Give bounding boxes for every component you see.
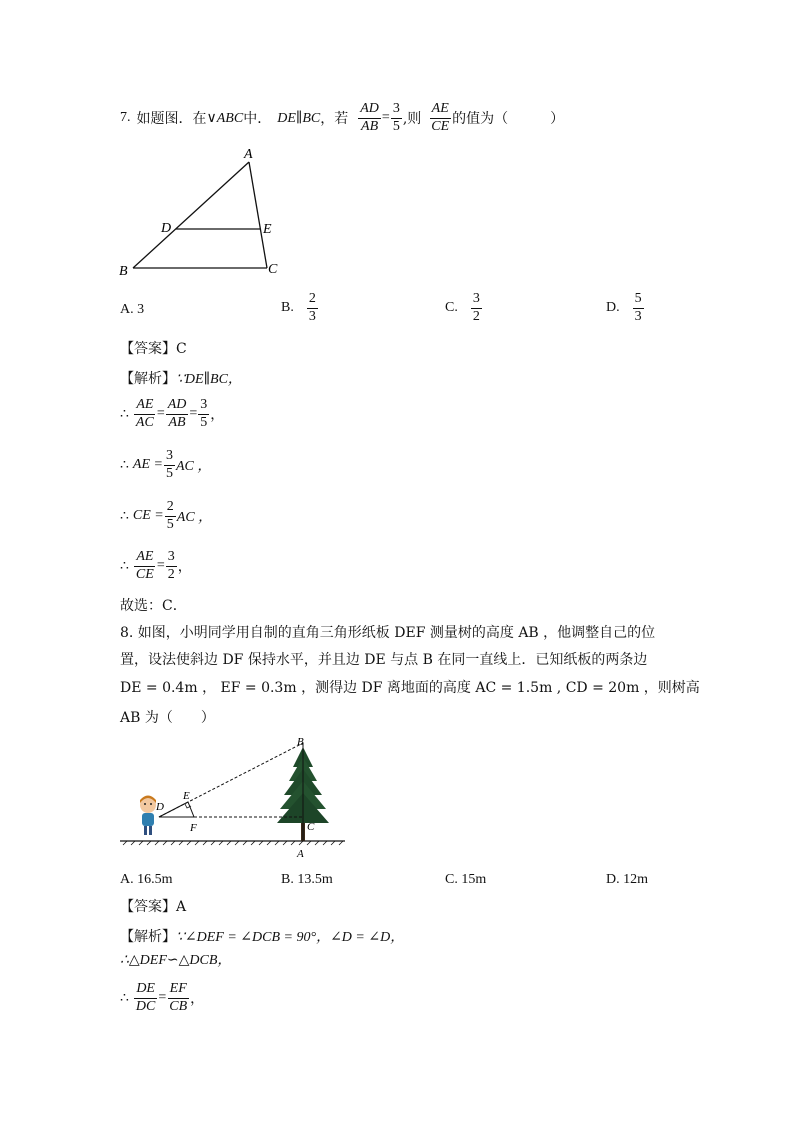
q7-ratio-den: AB (361, 118, 379, 134)
q7-ask (429, 102, 451, 134)
q8-line-2: 置，设法使斜边 DF 保持水平，并且边 DE 与点 B 在同一直线上．已知纸板的两条边 (120, 652, 648, 668)
q7-suffix: 的值为（ ） (452, 111, 565, 127)
q7-step-1: ∴ $\frac{AE}{AC}$ = $\frac{AD}{AB}$ = $\frac{3}{5}$ ， (120, 396, 225, 430)
q7-parallel: DE∥BC (277, 110, 321, 126)
q7-ratio-num: AD (358, 102, 381, 119)
q8-line-1: 8. 如图，小明同学用自制的直角三角形纸板 DEF 测量树的高度 AB ，他调整自己的位 (120, 625, 656, 641)
label-f: F (190, 822, 197, 834)
label-a: A (244, 147, 253, 162)
q7-conclusion: 故选：C． (120, 598, 187, 614)
q7-mid: 中． (243, 111, 272, 127)
boy-icon (140, 796, 156, 836)
q8-line-4: AB 为（ ） (120, 710, 215, 726)
q7-option-a[interactable]: A. 3 (120, 302, 145, 317)
label-b: B (119, 264, 128, 279)
q7-ze: ,则 (402, 111, 422, 127)
q7-ruo: ，若 (320, 111, 349, 127)
label-c: C (268, 262, 278, 277)
segment-ab (133, 162, 249, 268)
q7-analysis-tag: 【解析】 (120, 371, 176, 387)
label-e: E (183, 790, 190, 802)
q8-option-b[interactable]: B. 13.5m (281, 872, 333, 887)
q8-analysis-tag: 【解析】 (120, 929, 176, 945)
triangle-def (159, 802, 194, 817)
q8-option-c[interactable]: C. 15m (445, 872, 487, 887)
q7-step-4: ∴ $\frac{AE}{CE}$ = $\frac{3}{2}$ ， (120, 548, 192, 582)
q7-option-c[interactable]: C. $\frac{3}{2}$ (445, 291, 480, 324)
label-b: B (297, 736, 304, 748)
q7-ratio-val-den: 5 (392, 118, 400, 134)
q8-line-3: DE = 0.4m ， EF = 0.3m ，测得边 DF 离地面的高度 AC = 1.5m , CD = 20m ，则树高 (120, 680, 700, 696)
q7-prefix: 如题图．在 (136, 111, 207, 127)
label-d: D (156, 801, 164, 813)
q7-option-b[interactable]: B. $\frac{2}{3}$ (281, 291, 316, 324)
q7-ratio-val-num: 3 (391, 102, 402, 119)
q8-step-2: ∴ $\frac{DE}{DC}$ = $\frac{EF}{CB}$ ， (120, 980, 205, 1014)
q8-option-a[interactable]: A. 16.5m (120, 872, 173, 887)
label-c: C (307, 821, 315, 833)
q7-ratio-value (391, 102, 402, 134)
label-a: A (297, 848, 304, 860)
q7-analysis-start (120, 368, 242, 388)
q7-option-d[interactable]: D. $\frac{5}{3}$ (606, 291, 642, 324)
q7-number: 7. (120, 110, 131, 125)
q7-triangle-figure (110, 140, 310, 285)
label-e: E (263, 222, 272, 237)
q8-step-0: ∵∠DEF = ∠DCB = 90°，∠D = ∠D， (176, 930, 405, 945)
q7-step-2: ∴ AE = $\frac{3}{5}$ AC ， (120, 447, 212, 481)
q7-step-3: ∴ CE = $\frac{2}{5}$ AC ， (120, 498, 213, 532)
label-d: D (161, 221, 172, 236)
q8-step-1: ∴△DEF∽△DCB， (120, 953, 232, 968)
q8-analysis-start (120, 926, 404, 946)
q7-ratio (358, 102, 381, 134)
segment-ac (249, 162, 267, 268)
q8-option-d[interactable]: D. 12m (606, 872, 648, 887)
q7-stem: 7. 如题图．在 ∨ABC 中． DE∥BC ，若 $\frac{AD}{AB}$ = $\frac{3}{5}$ ,则 $\frac{AE}{CE}$ 的值为（ ） (120, 100, 565, 134)
q7-triangle: ∨ABC (206, 110, 244, 126)
q8-answer: 【答案】A (120, 899, 187, 915)
q8-tree-figure (115, 733, 350, 861)
q7-ask-den: CE (431, 118, 450, 134)
q7-answer: 【答案】C (120, 341, 187, 357)
q7-step-0: ∵DE∥BC， (176, 372, 242, 387)
q7-ask-num: AE (430, 102, 451, 119)
